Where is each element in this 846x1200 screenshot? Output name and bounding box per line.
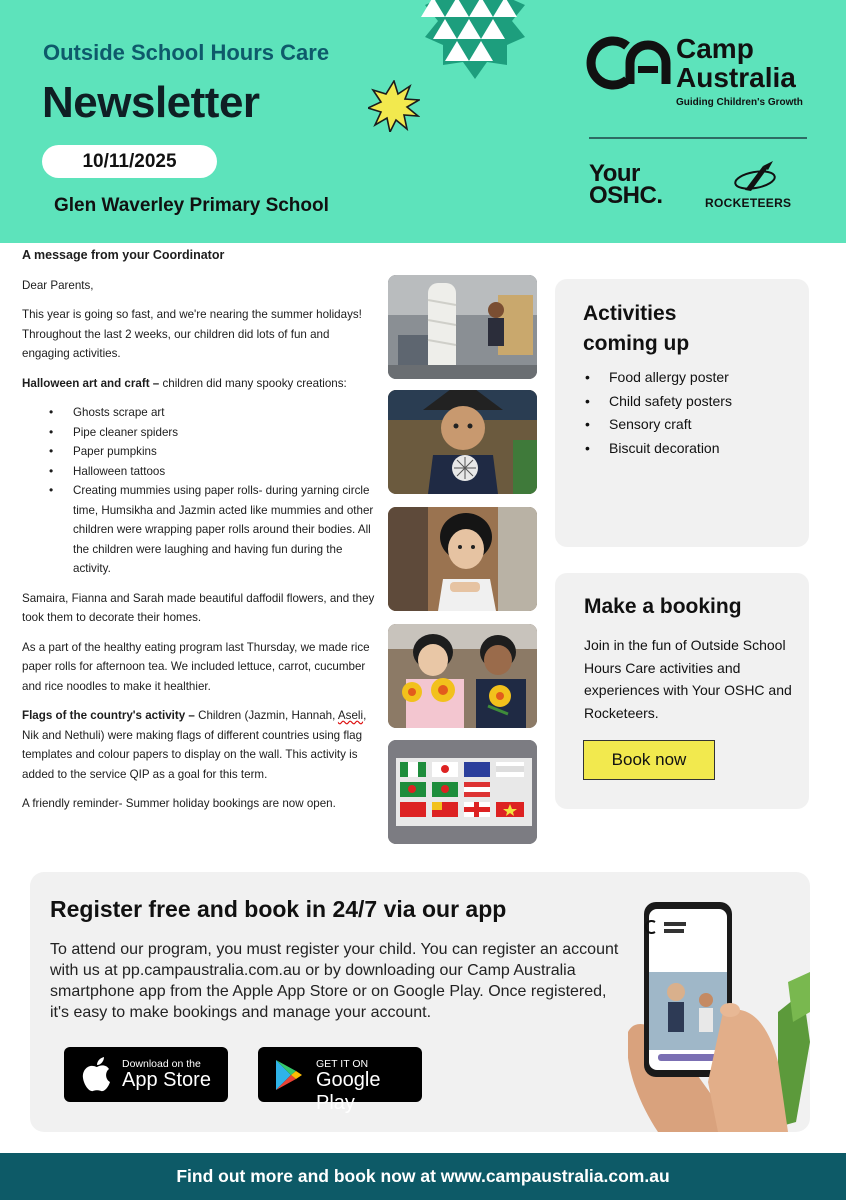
activities-title-line1: Activities <box>583 302 677 325</box>
register-title: Register free and book in 24/7 via our app <box>50 896 507 922</box>
booking-card <box>555 573 809 809</box>
intro-paragraph: This year is going so fast, and we're nearing the summer holidays! Throughout the last 2 weeks, our children did lots of fun and engaging activities. <box>22 308 362 360</box>
register-text <box>50 939 625 1023</box>
flags-text-post: , Nik and Nethuli) were making flags of different countries using flag templates and colour papers to display on the wall. This activity is added to the service QIP as a goal for this term. <box>22 709 367 781</box>
activities-title-line2: coming up <box>583 332 690 355</box>
newsletter-date: 10/11/2025 <box>42 145 217 178</box>
list-item: • Child safety posters <box>583 390 732 414</box>
list-item: • Pipe cleaner spiders <box>22 423 378 443</box>
list-item: • Sensory craft <box>583 413 732 437</box>
halloween-paragraph <box>22 374 378 394</box>
brand-name-line2: Australia <box>676 62 796 93</box>
google-play-button[interactable] <box>258 1047 422 1114</box>
flags-text-pre: Children (Jazmin, Hannah, <box>198 709 338 722</box>
halloween-list <box>22 403 378 579</box>
activities-title <box>583 299 689 359</box>
list-item: • Paper pumpkins <box>22 442 378 462</box>
brand-name-line1: Camp <box>676 33 754 64</box>
photo-spider-craft <box>388 390 537 494</box>
register-text-pre: To attend our program, you must register your child. You can register an account with us at <box>50 941 619 979</box>
header-divider <box>589 137 807 139</box>
reminder-paragraph: A friendly reminder- Summer holiday bookings are now open. <box>22 797 336 810</box>
healthy-eating-paragraph: As a part of the healthy eating program last Thursday, we made rice paper rolls for afternoon tea. We included lettuce, carrot, cucumber and rice noodles to make it healthier. <box>22 640 370 693</box>
flags-paragraph <box>22 706 378 784</box>
halloween-label: Halloween art and craft – <box>22 376 163 390</box>
halloween-text: children did many spooky creations: <box>162 376 347 390</box>
flags-label: Flags of the country's activity – <box>22 709 199 722</box>
message-heading: A message from your Coordinator <box>22 248 225 262</box>
rocketeers-logo-text: ROCKETEERS <box>705 196 792 210</box>
register-link[interactable]: pp.campaustralia.com.au <box>122 962 301 979</box>
newsletter-header <box>0 0 846 243</box>
photo-flags <box>388 740 537 844</box>
triangle-pattern-badge <box>395 0 555 85</box>
page-title: Newsletter <box>42 78 260 127</box>
app-store-big-text: App Store <box>122 1069 211 1091</box>
app-store-button[interactable] <box>64 1047 228 1102</box>
coordinator-message <box>22 246 378 824</box>
photo-daffodil-flowers <box>388 624 537 728</box>
your-oshc-line2: OSHC. <box>589 182 663 209</box>
list-item: • Food allergy poster <box>583 366 732 390</box>
greeting: Dear Parents, <box>22 278 94 292</box>
google-play-small-text: GET IT ON <box>316 1058 369 1070</box>
footer-banner[interactable]: Find out more and book now at www.campaustralia.com.au <box>0 1153 846 1200</box>
booking-title: Make a booking <box>584 595 742 618</box>
register-section <box>30 872 810 1132</box>
phone-in-hand-illustration <box>628 892 810 1132</box>
booking-text: Join in the fun of Outside School Hours Care activities and experiences with Your OSHC and Rocketeers. <box>584 637 792 721</box>
list-item: • Ghosts scrape art <box>22 403 378 423</box>
camp-australia-logo-icon <box>585 36 671 90</box>
list-item: • Halloween tattoos <box>22 462 378 482</box>
app-store-small-text: Download on the <box>122 1058 201 1070</box>
book-now-button[interactable]: Book now <box>583 740 715 780</box>
your-oshc-logo <box>589 160 663 209</box>
rocket-icon <box>733 160 781 194</box>
sun-starburst-icon <box>368 80 420 132</box>
school-name: Glen Waverley Primary School <box>54 195 329 216</box>
flags-name: Aseli <box>337 709 364 722</box>
list-item: • Creating mummies using paper rolls- during yarning circle time, Humsikha and Jazmin acted like mummies and other children were wrapping paper rolls around their bodies. All the children were laughing and having fun during the activity. <box>22 481 378 579</box>
your-oshc-line1: Your <box>589 160 640 187</box>
photo-child-portrait <box>388 507 537 611</box>
apple-icon <box>80 1057 114 1093</box>
daffodil-paragraph: Samaira, Fianna and Sarah made beautiful daffodil flowers, and they took them to decorate their homes. <box>22 591 375 624</box>
register-text-post: or by downloading our Camp Australia smartphone app from the Apple App Store or on Google Play. Once registered, it's easy to make bookings and manage your account. <box>50 962 607 1021</box>
header-subtitle: Outside School Hours Care <box>43 40 330 65</box>
activities-list <box>583 366 732 460</box>
photo-mummy <box>388 275 537 379</box>
brand-tagline: Guiding Children's Growth <box>676 97 803 108</box>
list-item: • Biscuit decoration <box>583 437 732 461</box>
google-play-icon <box>274 1059 304 1091</box>
google-play-big-text: Google Play <box>316 1069 381 1114</box>
activities-card <box>555 279 809 547</box>
